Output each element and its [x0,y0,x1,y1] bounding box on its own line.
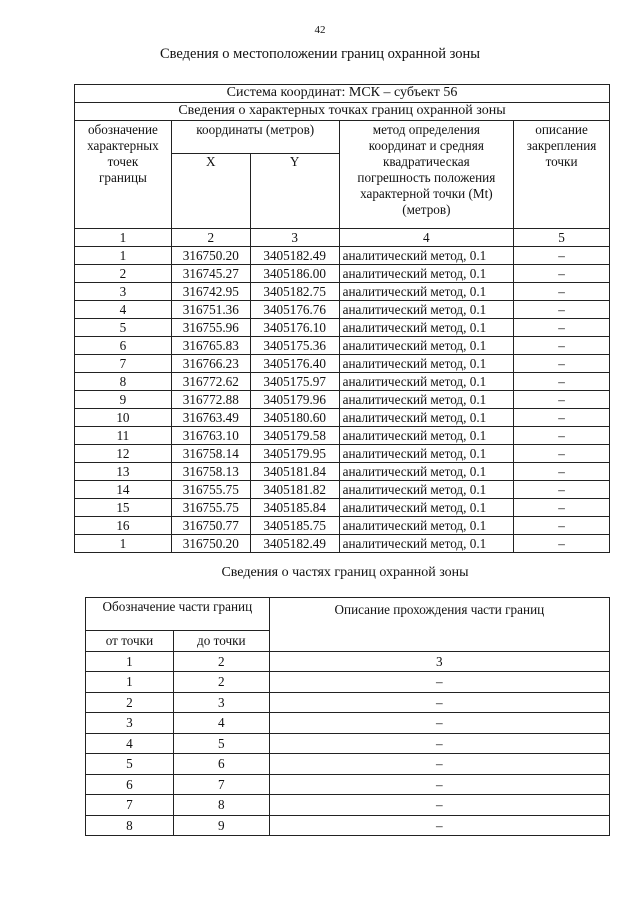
parts-column-number-row [86,651,610,672]
x-coordinate: 316772.62 [171,373,250,391]
part-designation-header: Обозначение части границ [86,598,270,631]
method-value: аналитический метод, 0.1 [339,373,514,391]
from-point-header: от точки [86,631,174,652]
fixing-value: – [514,463,610,481]
x-coordinate: 316742.95 [171,283,250,301]
method-value: аналитический метод, 0.1 [339,409,514,427]
point-row [75,283,610,301]
method-value: аналитический метод, 0.1 [339,463,514,481]
method-value: аналитический метод, 0.1 [339,427,514,445]
part-row [86,795,610,816]
y-coordinate: 3405182.49 [250,535,339,553]
x-coordinate: 316750.20 [171,247,250,265]
x-coordinate: 316755.75 [171,499,250,517]
part-row [86,672,610,693]
part-row [86,754,610,775]
y-coordinate: 3405182.75 [250,283,339,301]
point-row [75,481,610,499]
from-point: 7 [86,795,174,816]
x-coordinate: 316755.75 [171,481,250,499]
from-point: 5 [86,754,174,775]
fixing-value: – [514,337,610,355]
to-point: 3 [173,692,269,713]
method-value: аналитический метод, 0.1 [339,355,514,373]
column-number: 4 [339,229,514,247]
points-table [74,84,610,553]
x-coordinate: 316745.27 [171,265,250,283]
y-coordinate: 3405179.58 [250,427,339,445]
to-point: 5 [173,733,269,754]
designation-header: обозначение характерных точек границы [75,121,172,229]
point-row [75,373,610,391]
point-row [75,445,610,463]
point-number: 5 [75,319,172,337]
method-header: метод определения координат и средняя квадратическая погрешность положения характерной точки (Mt) (метров) [339,121,514,229]
y-coordinate: 3405176.76 [250,301,339,319]
part-row [86,692,610,713]
x-coordinate: 316763.49 [171,409,250,427]
point-number: 3 [75,283,172,301]
y-coordinate: 3405175.97 [250,373,339,391]
to-point: 8 [173,795,269,816]
x-coordinate: 316765.83 [171,337,250,355]
method-value: аналитический метод, 0.1 [339,499,514,517]
to-point: 9 [173,815,269,836]
fixing-value: – [514,319,610,337]
point-row [75,265,610,283]
y-coordinate: 3405181.84 [250,463,339,481]
part-description-header: Описание прохождения части границ [269,598,609,652]
x-coordinate: 316758.14 [171,445,250,463]
point-number: 7 [75,355,172,373]
fixing-value: – [514,391,610,409]
point-number: 13 [75,463,172,481]
fixing-value: – [514,535,610,553]
fixing-value: – [514,355,610,373]
part-description: – [269,754,609,775]
part-description: – [269,774,609,795]
column-number: 1 [75,229,172,247]
point-number: 11 [75,427,172,445]
from-point: 3 [86,713,174,734]
method-value: аналитический метод, 0.1 [339,535,514,553]
part-row [86,733,610,754]
method-value: аналитический метод, 0.1 [339,337,514,355]
section-title-cell: Сведения о характерных точках границ охранной зоны [75,103,610,121]
y-coordinate: 3405176.40 [250,355,339,373]
column-number: 1 [86,651,174,672]
x-coordinate: 316766.23 [171,355,250,373]
fixing-value: – [514,373,610,391]
part-description: – [269,692,609,713]
y-coordinate: 3405186.00 [250,265,339,283]
fixing-value: – [514,265,610,283]
part-description: – [269,713,609,734]
y-coordinate: 3405180.60 [250,409,339,427]
parts-table [85,597,610,836]
point-number: 8 [75,373,172,391]
part-row [86,774,610,795]
point-number: 15 [75,499,172,517]
from-point: 6 [86,774,174,795]
to-point-header: до точки [173,631,269,652]
to-point: 2 [173,672,269,693]
point-row [75,517,610,535]
point-number: 10 [75,409,172,427]
method-value: аналитический метод, 0.1 [339,319,514,337]
part-row [86,713,610,734]
part-row [86,815,610,836]
method-value: аналитический метод, 0.1 [339,265,514,283]
part-description: – [269,795,609,816]
from-point: 2 [86,692,174,713]
point-row [75,463,610,481]
to-point: 7 [173,774,269,795]
y-coordinate: 3405179.96 [250,391,339,409]
y-header: Y [250,154,339,229]
y-coordinate: 3405181.82 [250,481,339,499]
from-point: 8 [86,815,174,836]
x-coordinate: 316758.13 [171,463,250,481]
x-coordinate: 316755.96 [171,319,250,337]
point-row [75,499,610,517]
point-row [75,355,610,373]
fixing-value: – [514,409,610,427]
column-number-row [75,229,610,247]
point-number: 6 [75,337,172,355]
column-number: 2 [171,229,250,247]
column-number: 5 [514,229,610,247]
x-header: X [171,154,250,229]
point-number: 16 [75,517,172,535]
point-row [75,427,610,445]
fixing-value: – [514,427,610,445]
point-row [75,391,610,409]
y-coordinate: 3405179.95 [250,445,339,463]
method-value: аналитический метод, 0.1 [339,481,514,499]
column-number: 3 [250,229,339,247]
point-number: 4 [75,301,172,319]
fixing-value: – [514,247,610,265]
point-row [75,337,610,355]
method-value: аналитический метод, 0.1 [339,283,514,301]
method-value: аналитический метод, 0.1 [339,445,514,463]
y-coordinate: 3405176.10 [250,319,339,337]
y-coordinate: 3405182.49 [250,247,339,265]
point-row [75,409,610,427]
fixing-value: – [514,517,610,535]
coordinate-system-cell: Система координат: МСК – субъект 56 [75,85,610,103]
y-coordinate: 3405175.36 [250,337,339,355]
fixing-header: описание закрепления точки [514,121,610,229]
fixing-value: – [514,481,610,499]
point-row [75,247,610,265]
from-point: 1 [86,672,174,693]
fixing-value: – [514,301,610,319]
fixing-value: – [514,445,610,463]
point-number: 1 [75,535,172,553]
page-number: 42 [314,24,326,36]
point-number: 9 [75,391,172,409]
fixing-value: – [514,283,610,301]
fixing-value: – [514,499,610,517]
column-number: 3 [269,651,609,672]
from-point: 4 [86,733,174,754]
point-row [75,535,610,553]
x-coordinate: 316763.10 [171,427,250,445]
point-number: 2 [75,265,172,283]
parts-title: Сведения о частях границ охранной зоны [221,565,469,580]
column-number: 2 [173,651,269,672]
y-coordinate: 3405185.75 [250,517,339,535]
point-number: 12 [75,445,172,463]
x-coordinate: 316750.77 [171,517,250,535]
point-number: 14 [75,481,172,499]
to-point: 6 [173,754,269,775]
method-value: аналитический метод, 0.1 [339,247,514,265]
point-row [75,319,610,337]
part-description: – [269,815,609,836]
method-value: аналитический метод, 0.1 [339,301,514,319]
coordinates-header: координаты (метров) [171,121,339,154]
point-row [75,301,610,319]
x-coordinate: 316751.36 [171,301,250,319]
x-coordinate: 316750.20 [171,535,250,553]
to-point: 4 [173,713,269,734]
y-coordinate: 3405185.84 [250,499,339,517]
part-description: – [269,733,609,754]
location-title: Сведения о местоположении границ охранной зоны [159,46,480,62]
part-description: – [269,672,609,693]
method-value: аналитический метод, 0.1 [339,391,514,409]
method-value: аналитический метод, 0.1 [339,517,514,535]
x-coordinate: 316772.88 [171,391,250,409]
point-number: 1 [75,247,172,265]
